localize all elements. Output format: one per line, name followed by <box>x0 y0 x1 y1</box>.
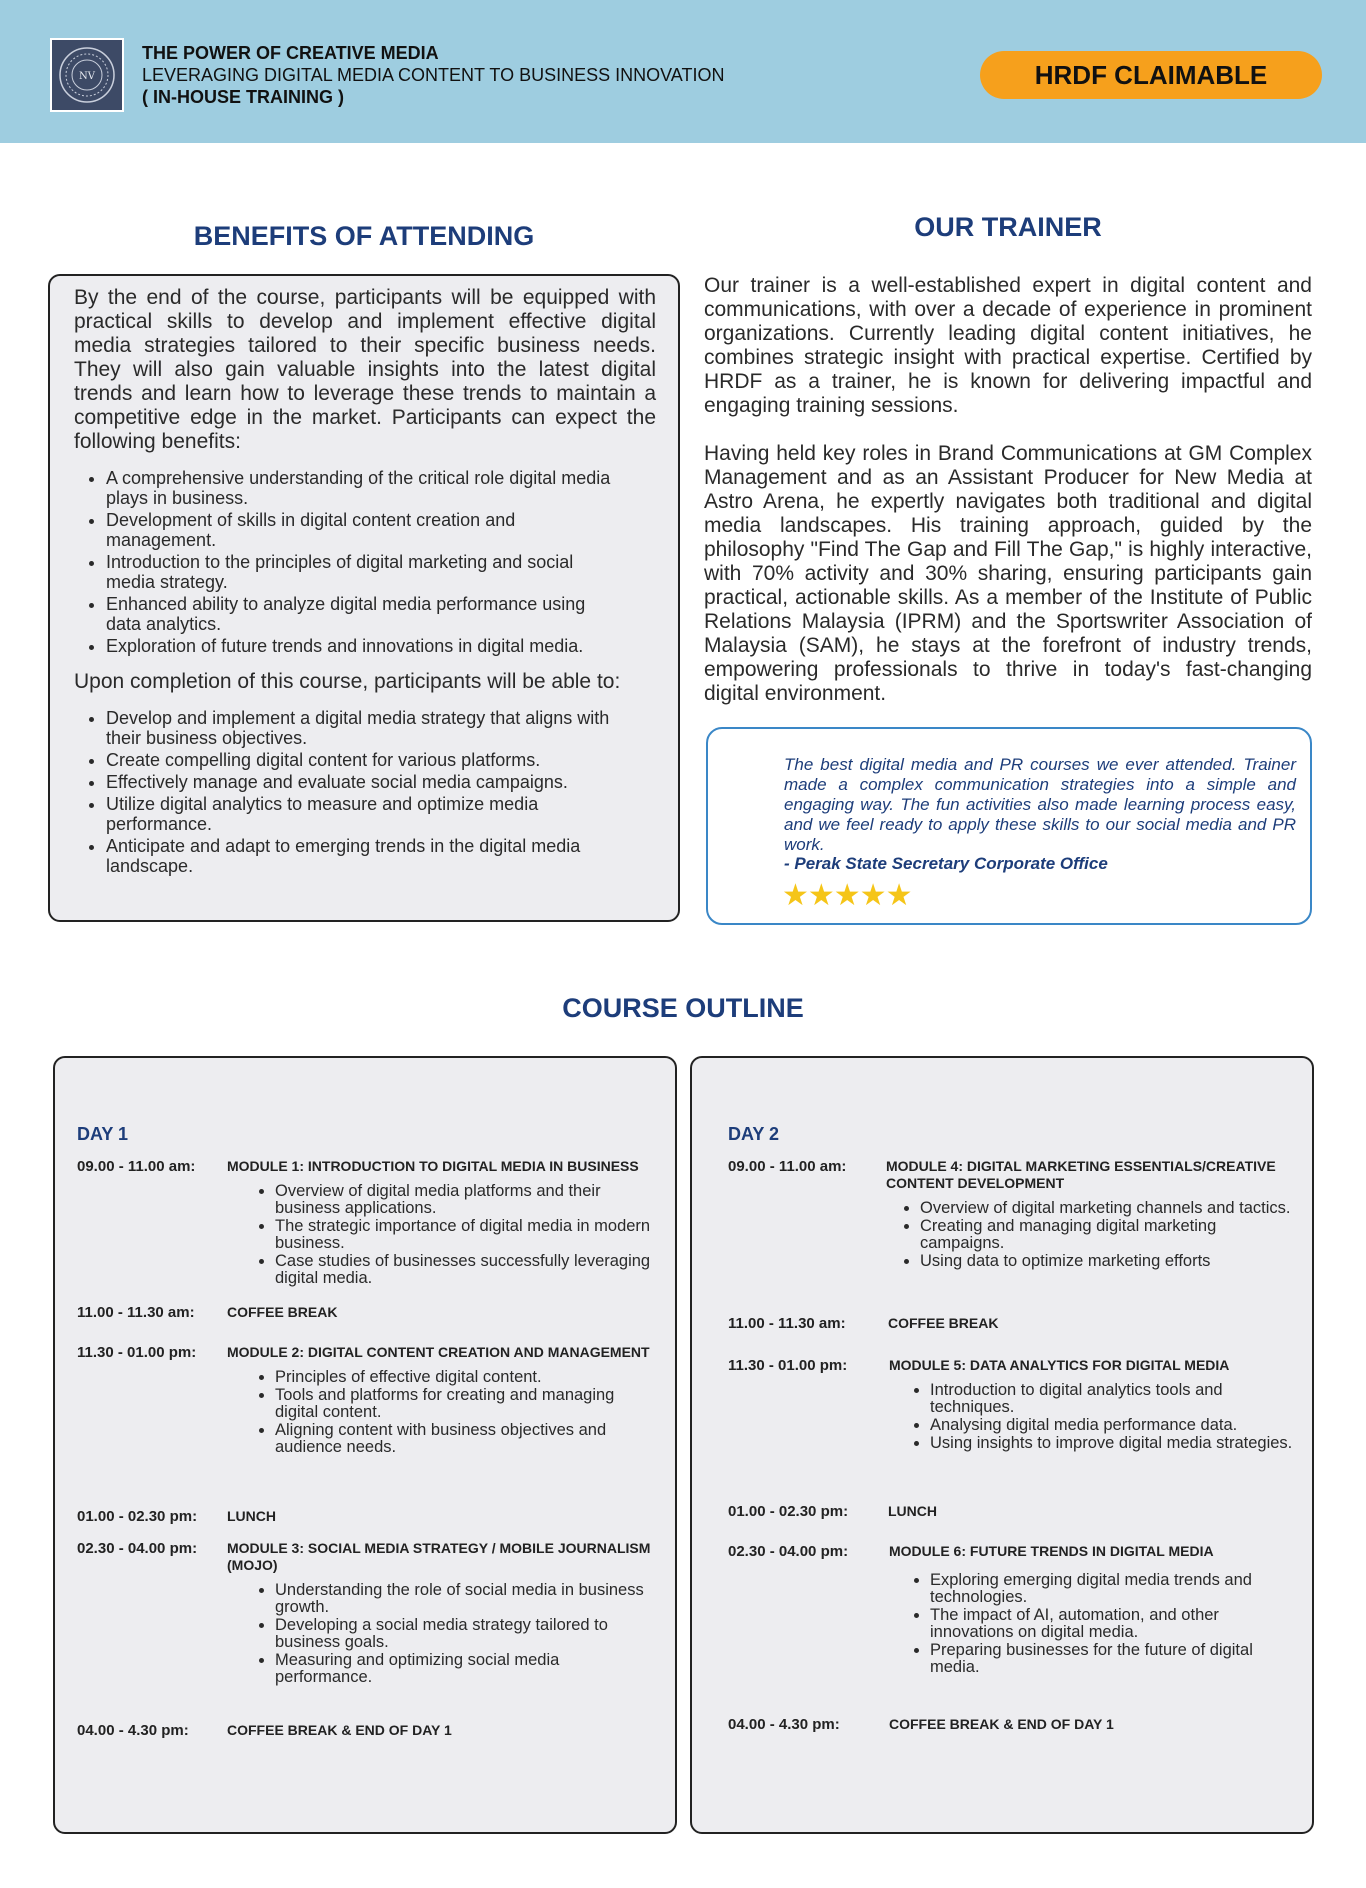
day1-label: DAY 1 <box>77 1124 129 1144</box>
list-item: • Understanding the role of social media in business growth. <box>275 1582 661 1616</box>
schedule-slot <box>728 1357 1298 1453</box>
module-topics <box>906 1382 1298 1452</box>
slot-time: 04.00 - 4.30 pm: <box>77 1722 189 1739</box>
hrdf-claimable-badge: HRDF CLAIMABLE <box>980 51 1322 99</box>
slot-module: COFFEE BREAK & END OF DAY 1 <box>889 1716 1114 1732</box>
schedule-slot <box>728 1503 1298 1520</box>
header-bar <box>0 0 1366 143</box>
list-item: • Case studies of businesses successfully leveraging digital media. <box>275 1253 661 1287</box>
module-topics <box>251 1582 661 1686</box>
star-rating-icon: ★★★★★ <box>782 879 912 912</box>
slot-module: COFFEE BREAK <box>227 1304 338 1320</box>
outcomes-intro: Upon completion of this course, participants will be able to: <box>74 670 621 693</box>
list-item: • Enhanced ability to analyze digital media performance using data analytics. <box>106 594 656 634</box>
slot-module: MODULE 3: SOCIAL MEDIA STRATEGY / MOBILE JOURNALISM (MOJO) <box>227 1540 651 1573</box>
slot-module: MODULE 4: DIGITAL MARKETING ESSENTIALS/CREATIVE CONTENT DEVELOPMENT <box>886 1158 1276 1191</box>
slot-module: MODULE 1: INTRODUCTION TO DIGITAL MEDIA IN BUSINESS <box>227 1158 639 1174</box>
list-item: • A comprehensive understanding of the critical role digital media plays in business. <box>106 468 656 508</box>
list-item: • The strategic importance of digital media in modern business. <box>275 1218 661 1252</box>
testimonial-source: - Perak State Secretary Corporate Office <box>784 854 1108 873</box>
slot-module: LUNCH <box>888 1503 937 1519</box>
trainer-paragraph-2: Having held key roles in Brand Communications at GM Complex Management and as an Assistant Producer for New Media at Astro Arena, he expertly navigates both traditional and digital media landscapes. His training approach, guided by the philosophy "Find The Gap and Fill The Gap," is highly interactive, with 70% activity and 30% sharing, ensuring participants gain practical, actionable skills. As a member of the Institute of Public Relations Malaysia (IPRM) and the Sportswriter Association of Malaysia (SAM), he stays at the forefront of industry trends, empowering professionals to thrive in today's fast-changing digital environment. <box>704 442 1312 705</box>
slot-time: 11.30 - 01.00 pm: <box>728 1357 848 1374</box>
list-item: • Analysing digital media performance data. <box>930 1417 1298 1434</box>
list-item: • Anticipate and adapt to emerging trends in the digital media landscape. <box>106 836 656 876</box>
list-item: • Exploring emerging digital media trends and technologies. <box>930 1572 1298 1606</box>
schedule-slot <box>728 1716 1298 1733</box>
list-item: • Exploration of future trends and innovations in digital media. <box>106 636 656 656</box>
slot-module: MODULE 6: FUTURE TRENDS IN DIGITAL MEDIA <box>889 1543 1214 1559</box>
module-topics <box>251 1183 661 1287</box>
slot-time: 02.30 - 04.00 pm: <box>728 1543 849 1560</box>
list-item: • Create compelling digital content for various platforms. <box>106 750 656 770</box>
list-item: • Measuring and optimizing social media performance. <box>275 1652 661 1686</box>
list-item: • Development of skills in digital content creation and management. <box>106 510 656 550</box>
trainer-bio <box>704 274 1312 730</box>
slot-module: MODULE 2: DIGITAL CONTENT CREATION AND MANAGEMENT <box>227 1344 650 1360</box>
list-item: • Using insights to improve digital media strategies. <box>930 1435 1298 1452</box>
day1-box <box>53 1056 677 1834</box>
slot-module: MODULE 5: DATA ANALYTICS FOR DIGITAL MEDIA <box>889 1357 1230 1373</box>
slot-time: 11.00 - 11.30 am: <box>77 1304 195 1321</box>
slot-time: 11.00 - 11.30 am: <box>728 1315 846 1332</box>
schedule-slot <box>77 1344 661 1457</box>
logo <box>50 38 124 112</box>
page-title: THE POWER OF CREATIVE MEDIA <box>142 43 439 63</box>
slot-module: LUNCH <box>227 1508 276 1524</box>
benefits-list <box>74 468 656 656</box>
list-item: • Tools and platforms for creating and managing digital content. <box>275 1387 661 1421</box>
list-item: • Overview of digital media platforms and their business applications. <box>275 1183 661 1217</box>
list-item: • Develop and implement a digital media strategy that aligns with their business objectives. <box>106 708 656 748</box>
schedule-slot <box>77 1508 661 1525</box>
day2-label: DAY 2 <box>728 1124 780 1144</box>
outcomes-list <box>74 708 656 876</box>
course-outline-heading: COURSE OUTLINE <box>562 993 804 1023</box>
day2-box <box>690 1056 1314 1834</box>
benefits-box <box>48 274 680 922</box>
schedule-slot <box>77 1722 661 1739</box>
schedule-slot <box>77 1158 661 1288</box>
schedule-slot <box>728 1315 1298 1332</box>
slot-time: 04.00 - 4.30 pm: <box>728 1716 840 1733</box>
benefits-intro: By the end of the course, participants will be equipped with practical skills to develop and implement effective digital media strategies tailored to their specific business needs. They will also gain valuable insights into the latest digital trends and learn how to leverage these trends to maintain a competitive edge in the market. Participants can expect the following benefits: <box>74 286 656 453</box>
module-topics <box>906 1572 1298 1676</box>
schedule-slot <box>77 1304 661 1321</box>
slot-time: 11.30 - 01.00 pm: <box>77 1344 197 1361</box>
page-subtitle: LEVERAGING DIGITAL MEDIA CONTENT TO BUSINESS INNOVATION <box>142 65 725 85</box>
list-item: • Preparing businesses for the future of digital media. <box>930 1642 1298 1676</box>
logo-emblem-icon <box>52 40 122 110</box>
list-item: • Effectively manage and evaluate social media campaigns. <box>106 772 656 792</box>
module-topics <box>251 1369 661 1456</box>
schedule-slot <box>728 1543 1298 1677</box>
slot-module: COFFEE BREAK <box>888 1315 999 1331</box>
svg-text:NV: NV <box>79 71 95 82</box>
module-topics <box>896 1200 1298 1270</box>
list-item: • Introduction to digital analytics tools and techniques. <box>930 1382 1298 1416</box>
testimonial-card <box>706 727 1312 925</box>
slot-time: 02.30 - 04.00 pm: <box>77 1540 198 1557</box>
list-item: • Principles of effective digital content. <box>275 1369 661 1386</box>
list-item: • The impact of AI, automation, and other innovations on digital media. <box>930 1607 1298 1641</box>
schedule-slot <box>728 1158 1298 1271</box>
schedule-slot <box>77 1540 661 1687</box>
benefits-heading: BENEFITS OF ATTENDING <box>193 221 535 251</box>
slot-module: COFFEE BREAK & END OF DAY 1 <box>227 1722 452 1738</box>
list-item: • Utilize digital analytics to measure and optimize media performance. <box>106 794 656 834</box>
list-item: • Aligning content with business objectives and audience needs. <box>275 1422 661 1456</box>
slot-time: 01.00 - 02.30 pm: <box>728 1503 849 1520</box>
training-type: ( IN-HOUSE TRAINING ) <box>142 87 344 107</box>
list-item: • Developing a social media strategy tailored to business goals. <box>275 1617 661 1651</box>
list-item: • Introduction to the principles of digital marketing and social media strategy. <box>106 552 656 592</box>
list-item: • Using data to optimize marketing efforts <box>920 1253 1298 1270</box>
testimonial-quote: The best digital media and PR courses we ever attended. Trainer made a complex communication strategies into a simple and engaging way. The fun activities also made learning process easy, and we feel ready to apply these skills to our social media and PR work. <box>784 755 1296 854</box>
trainer-heading: OUR TRAINER <box>914 212 1102 242</box>
list-item: • Creating and managing digital marketing campaigns. <box>920 1218 1298 1252</box>
trainer-paragraph-1: Our trainer is a well-established expert in digital content and communications, with over a decade of experience in prominent organizations. Currently leading digital content initiatives, he combines strategic insight with practical expertise. Certified by HRDF as a trainer, he is known for delivering impactful and engaging training sessions. <box>704 274 1312 417</box>
list-item: • Overview of digital marketing channels and tactics. <box>920 1200 1298 1217</box>
slot-time: 01.00 - 02.30 pm: <box>77 1508 198 1525</box>
slot-time: 09.00 - 11.00 am: <box>728 1158 847 1175</box>
slot-time: 09.00 - 11.00 am: <box>77 1158 196 1175</box>
